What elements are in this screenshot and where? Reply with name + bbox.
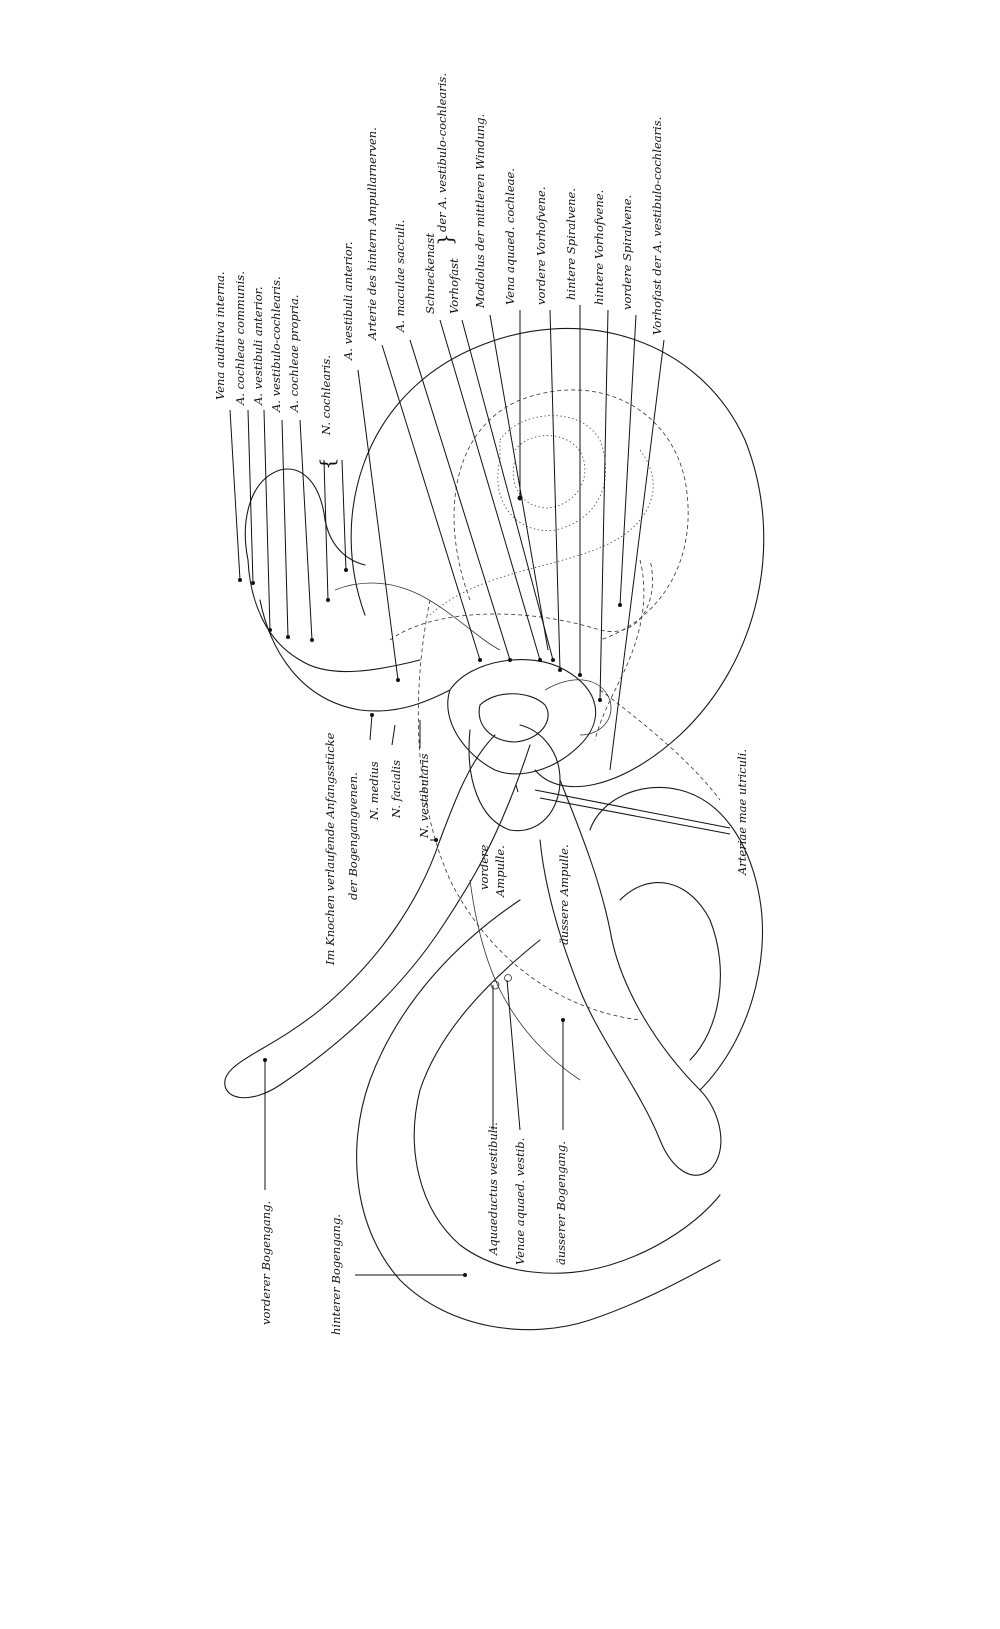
label-n-vestibularis: N. vestibularis xyxy=(417,753,431,838)
label-schneckenast: Schneckenast xyxy=(423,233,437,314)
label-modiolus: Modiolus der mittleren Windung. xyxy=(473,113,487,308)
label-aeusserer-bogengang: äusserer Bogengang. xyxy=(554,1141,568,1265)
label-der-bogengangvenen: der Bogengangvenen. xyxy=(346,772,360,900)
label-a-cochleae-communis: A. cochleae communis. xyxy=(233,271,247,405)
label-vorhofast-der-a-vestibulo-cochlearis: Vorhofast der A. vestibulo-cochlearis. xyxy=(650,116,664,335)
posterior-canal-outer xyxy=(357,900,720,1330)
label-a-vestibuli-anterior: A. vestibuli anterior. xyxy=(251,286,265,405)
label-der-a-vestibulo-cochlearis: der A. vestibulo-cochlearis. xyxy=(435,73,449,232)
label-vena-aquaed-cochleae: Vena aquaed. cochleae. xyxy=(503,168,517,305)
vestibule-saccule xyxy=(479,694,548,742)
label-a-vestibulo-cochlearis: A. vestibulo-cochlearis. xyxy=(269,276,283,412)
label-vordere-spiralvene: vordere Spiralvene. xyxy=(620,194,634,310)
nerve-branch xyxy=(335,583,500,650)
brace-a-vestibulo-cochlearis: } xyxy=(433,233,457,246)
brace-n-cochlearis: { xyxy=(315,457,339,470)
label-im-knochen: Im Knochen verlaufende Anfangsstücke xyxy=(323,732,337,965)
label-vordere-ampulle-1: vordere xyxy=(477,844,491,890)
label-hinterer-bogengang: hinterer Bogengang. xyxy=(329,1214,343,1335)
label-n-cochlearis: N. cochlearis. xyxy=(319,355,333,435)
anterior-ampulla xyxy=(469,725,560,831)
label-vena-auditiva: Vena auditiva interna. xyxy=(213,271,227,400)
label-aeussere-ampulle: äussere Ampulle. xyxy=(557,844,571,945)
label-n-medius: N. medius xyxy=(367,761,381,820)
vestibule-recess xyxy=(545,680,611,735)
label-arterie-ampullarnerven: Arterie des hintern Ampullarnerven. xyxy=(365,127,379,340)
arteria-utriculi-line-2 xyxy=(540,798,730,834)
cochlea-apex-inner xyxy=(513,436,585,508)
aquaeductus-circle-2 xyxy=(505,975,512,982)
label-a-cochleae-propria: A. cochleae propria. xyxy=(287,294,301,412)
label-hintere-spiralvene: hintere Spiralvene. xyxy=(564,188,578,300)
arteria-utriculi-line-1 xyxy=(535,790,730,828)
label-a-maculae-sacculi: A. maculae sacculi. xyxy=(393,219,407,332)
label-a-vestibuli-anterior-2: A. vestibuli anterior. xyxy=(341,241,355,360)
lateral-canal-outer xyxy=(540,780,721,1175)
label-aquaeductus-vestibuli: Aquaeductus vestibuli. xyxy=(486,1122,500,1255)
lateral-canal-inner xyxy=(620,883,720,1060)
label-n-facialis: N. facialis xyxy=(389,760,403,818)
label-vorderer-bogengang: vorderer Bogengang. xyxy=(259,1200,273,1325)
label-vorhofast: Vorhofast xyxy=(447,258,461,314)
vestibule-utricle xyxy=(448,660,596,774)
label-arteriae-mae-utriculi: Arteriae mae utriculi. xyxy=(735,748,749,875)
cochlea-outer-coil xyxy=(351,328,764,786)
cochlea-scala xyxy=(430,450,653,615)
label-vordere-ampulle-2: Ampulle. xyxy=(493,845,507,897)
nerve-trunk-upper xyxy=(248,560,420,672)
label-vordere-vorhofvene: vordere Vorhofvene. xyxy=(534,186,548,305)
label-venae-aquaed-vestib: Venae aquaed. vestib. xyxy=(513,1137,527,1265)
label-hintere-vorhofvene: hintere Vorhofvene. xyxy=(592,189,606,305)
